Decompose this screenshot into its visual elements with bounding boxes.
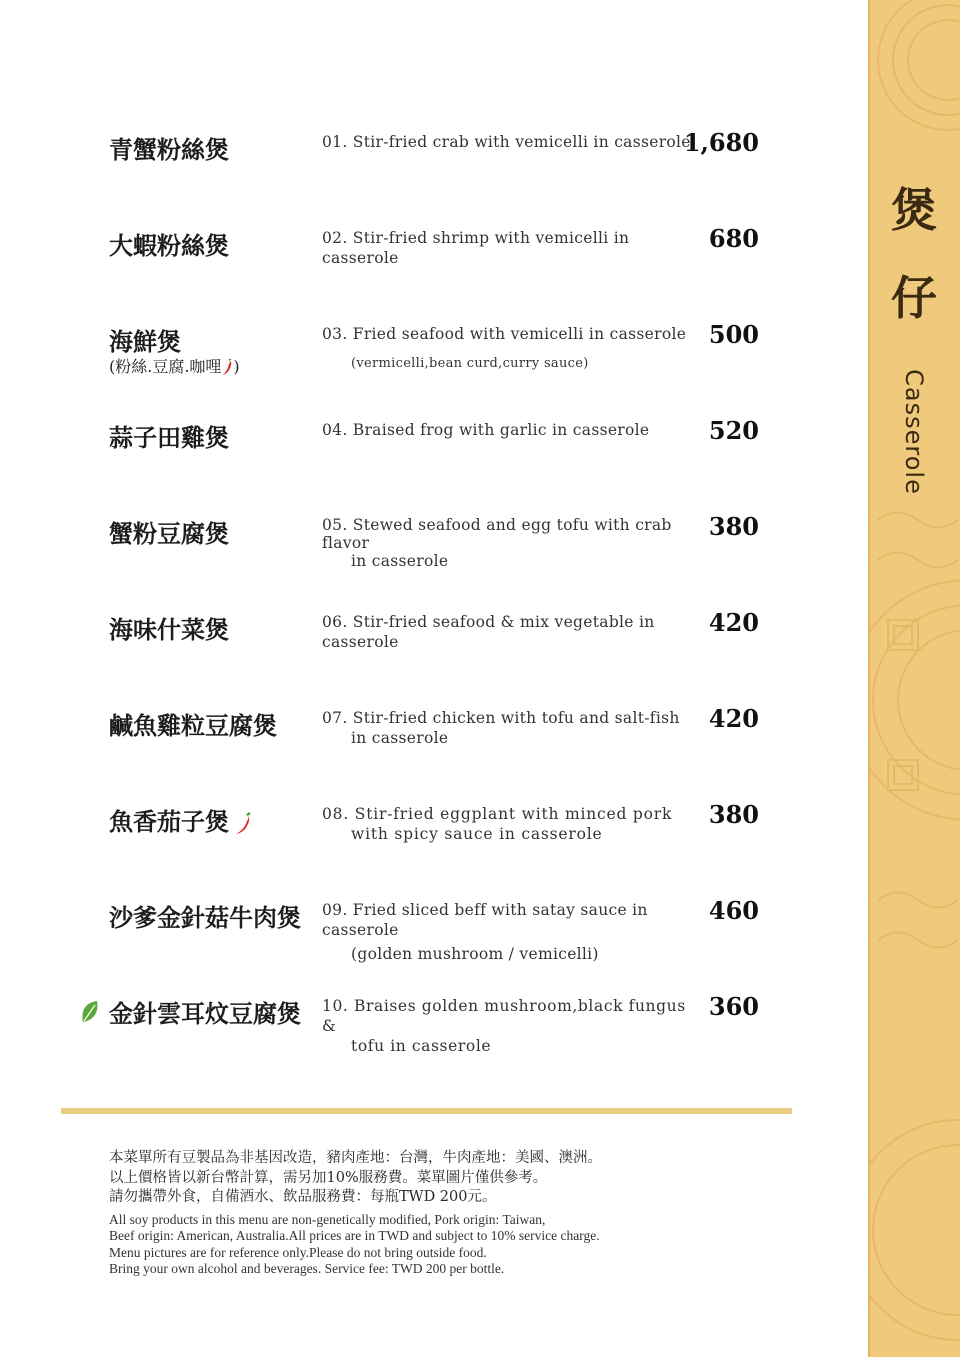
item-price: 380 <box>708 800 759 829</box>
item-price: 500 <box>708 320 759 349</box>
chili-pepper-icon <box>233 812 253 836</box>
leaf-icon <box>80 1000 100 1024</box>
menu-item <box>0 610 860 700</box>
notes-cn: 本菜單所有豆製品為非基因改造，豬肉產地：台灣，牛肉產地：美國、澳洲。 以上價格皆以新台幣計算，需另加10%服務費。菜單圖片僅供參考。 請勿攜帶外食，自備酒水、飲品服務費：每瓶TWD 200元。 <box>109 1150 602 1205</box>
item-price: 420 <box>708 704 759 733</box>
item-name-cn: 大蝦粉絲煲 <box>109 231 229 260</box>
footer-divider <box>61 1108 792 1114</box>
item-desc-en: 03. Fried seafood with vemicelli in casserole (vermicelli,bean curd,curry sauce) <box>322 324 692 374</box>
item-desc-en: 04. Braised frog with garlic in casserole <box>322 421 650 439</box>
menu-item <box>0 514 860 604</box>
item-price: 380 <box>708 512 759 541</box>
section-title-cn-2: 仔 <box>891 271 937 325</box>
menu-item <box>0 418 860 508</box>
section-title-en: Casserole <box>900 369 928 495</box>
item-price: 360 <box>708 992 759 1021</box>
item-name-cn: 沙爹金針菇牛肉煲 <box>109 903 301 932</box>
item-desc-en: 08. Stir-fried eggplant with minced pork with spicy sauce in casserole <box>322 805 673 843</box>
menu-item <box>0 130 860 220</box>
item-desc-en: 09. Fried sliced beff with satay sauce in casserole (golden mushroom / vemicelli) <box>322 901 648 963</box>
menu-item <box>0 322 860 412</box>
item-name-cn: 海鮮煲 <box>109 327 181 356</box>
item-desc-en: 10. Braises golden mushroom,black fungus & tofu in casserole <box>322 997 686 1055</box>
item-name-cn: 鹹魚雞粒豆腐煲 <box>109 711 277 740</box>
menu-item <box>0 898 860 988</box>
item-sub-en: (vermicelli,bean curd,curry sauce) <box>351 356 589 371</box>
item-price: 680 <box>708 224 759 253</box>
menu-item <box>0 994 860 1084</box>
item-desc-en: 05. Stewed seafood and egg tofu with crab flavor in casserole <box>322 516 672 570</box>
chili-pepper-icon <box>221 359 233 377</box>
menu-item <box>0 706 860 796</box>
item-price: 460 <box>708 896 759 925</box>
menu-item <box>0 802 860 892</box>
item-desc-en: 06. Stir-fried seafood & mix vegetable in casserole <box>322 613 655 651</box>
item-name-cn: 蒜子田雞煲 <box>109 423 229 452</box>
item-name-cn: 海味什菜煲 <box>109 615 229 644</box>
item-sub-cn: (粉絲.豆腐.咖哩 ) <box>109 357 240 376</box>
item-name-cn: 金針雲耳炆豆腐煲 <box>109 999 301 1028</box>
item-desc-en: 07. Stir-fried chicken with tofu and salt-fish in casserole <box>322 709 680 747</box>
item-price: 420 <box>708 608 759 637</box>
item-name-cn: 青蟹粉絲煲 <box>109 135 229 164</box>
item-desc-en: 01. Stir-fried crab with vemicelli in casserole <box>322 133 691 151</box>
item-name-cn: 蟹粉豆腐煲 <box>109 519 229 548</box>
item-price: 520 <box>708 416 759 445</box>
menu-item <box>0 226 860 316</box>
item-price: 1,680 <box>683 128 759 157</box>
item-desc-en: 02. Stir-fried shrimp with vemicelli in casserole <box>322 229 630 267</box>
item-name-cn: 魚香茄子煲 <box>109 802 253 837</box>
notes-en: All soy products in this menu are non-genetically modified, Pork origin: Taiwan, Beef origin: American, Australia.All prices are in TWD and subject to 10% service charge. Menu pictures are for reference only.Please do not bring outside food. Bring your own alcohol and beverages. Service fee: TWD 200 per bottle. <box>109 1212 600 1276</box>
section-title-cn-1: 煲 <box>891 183 937 237</box>
